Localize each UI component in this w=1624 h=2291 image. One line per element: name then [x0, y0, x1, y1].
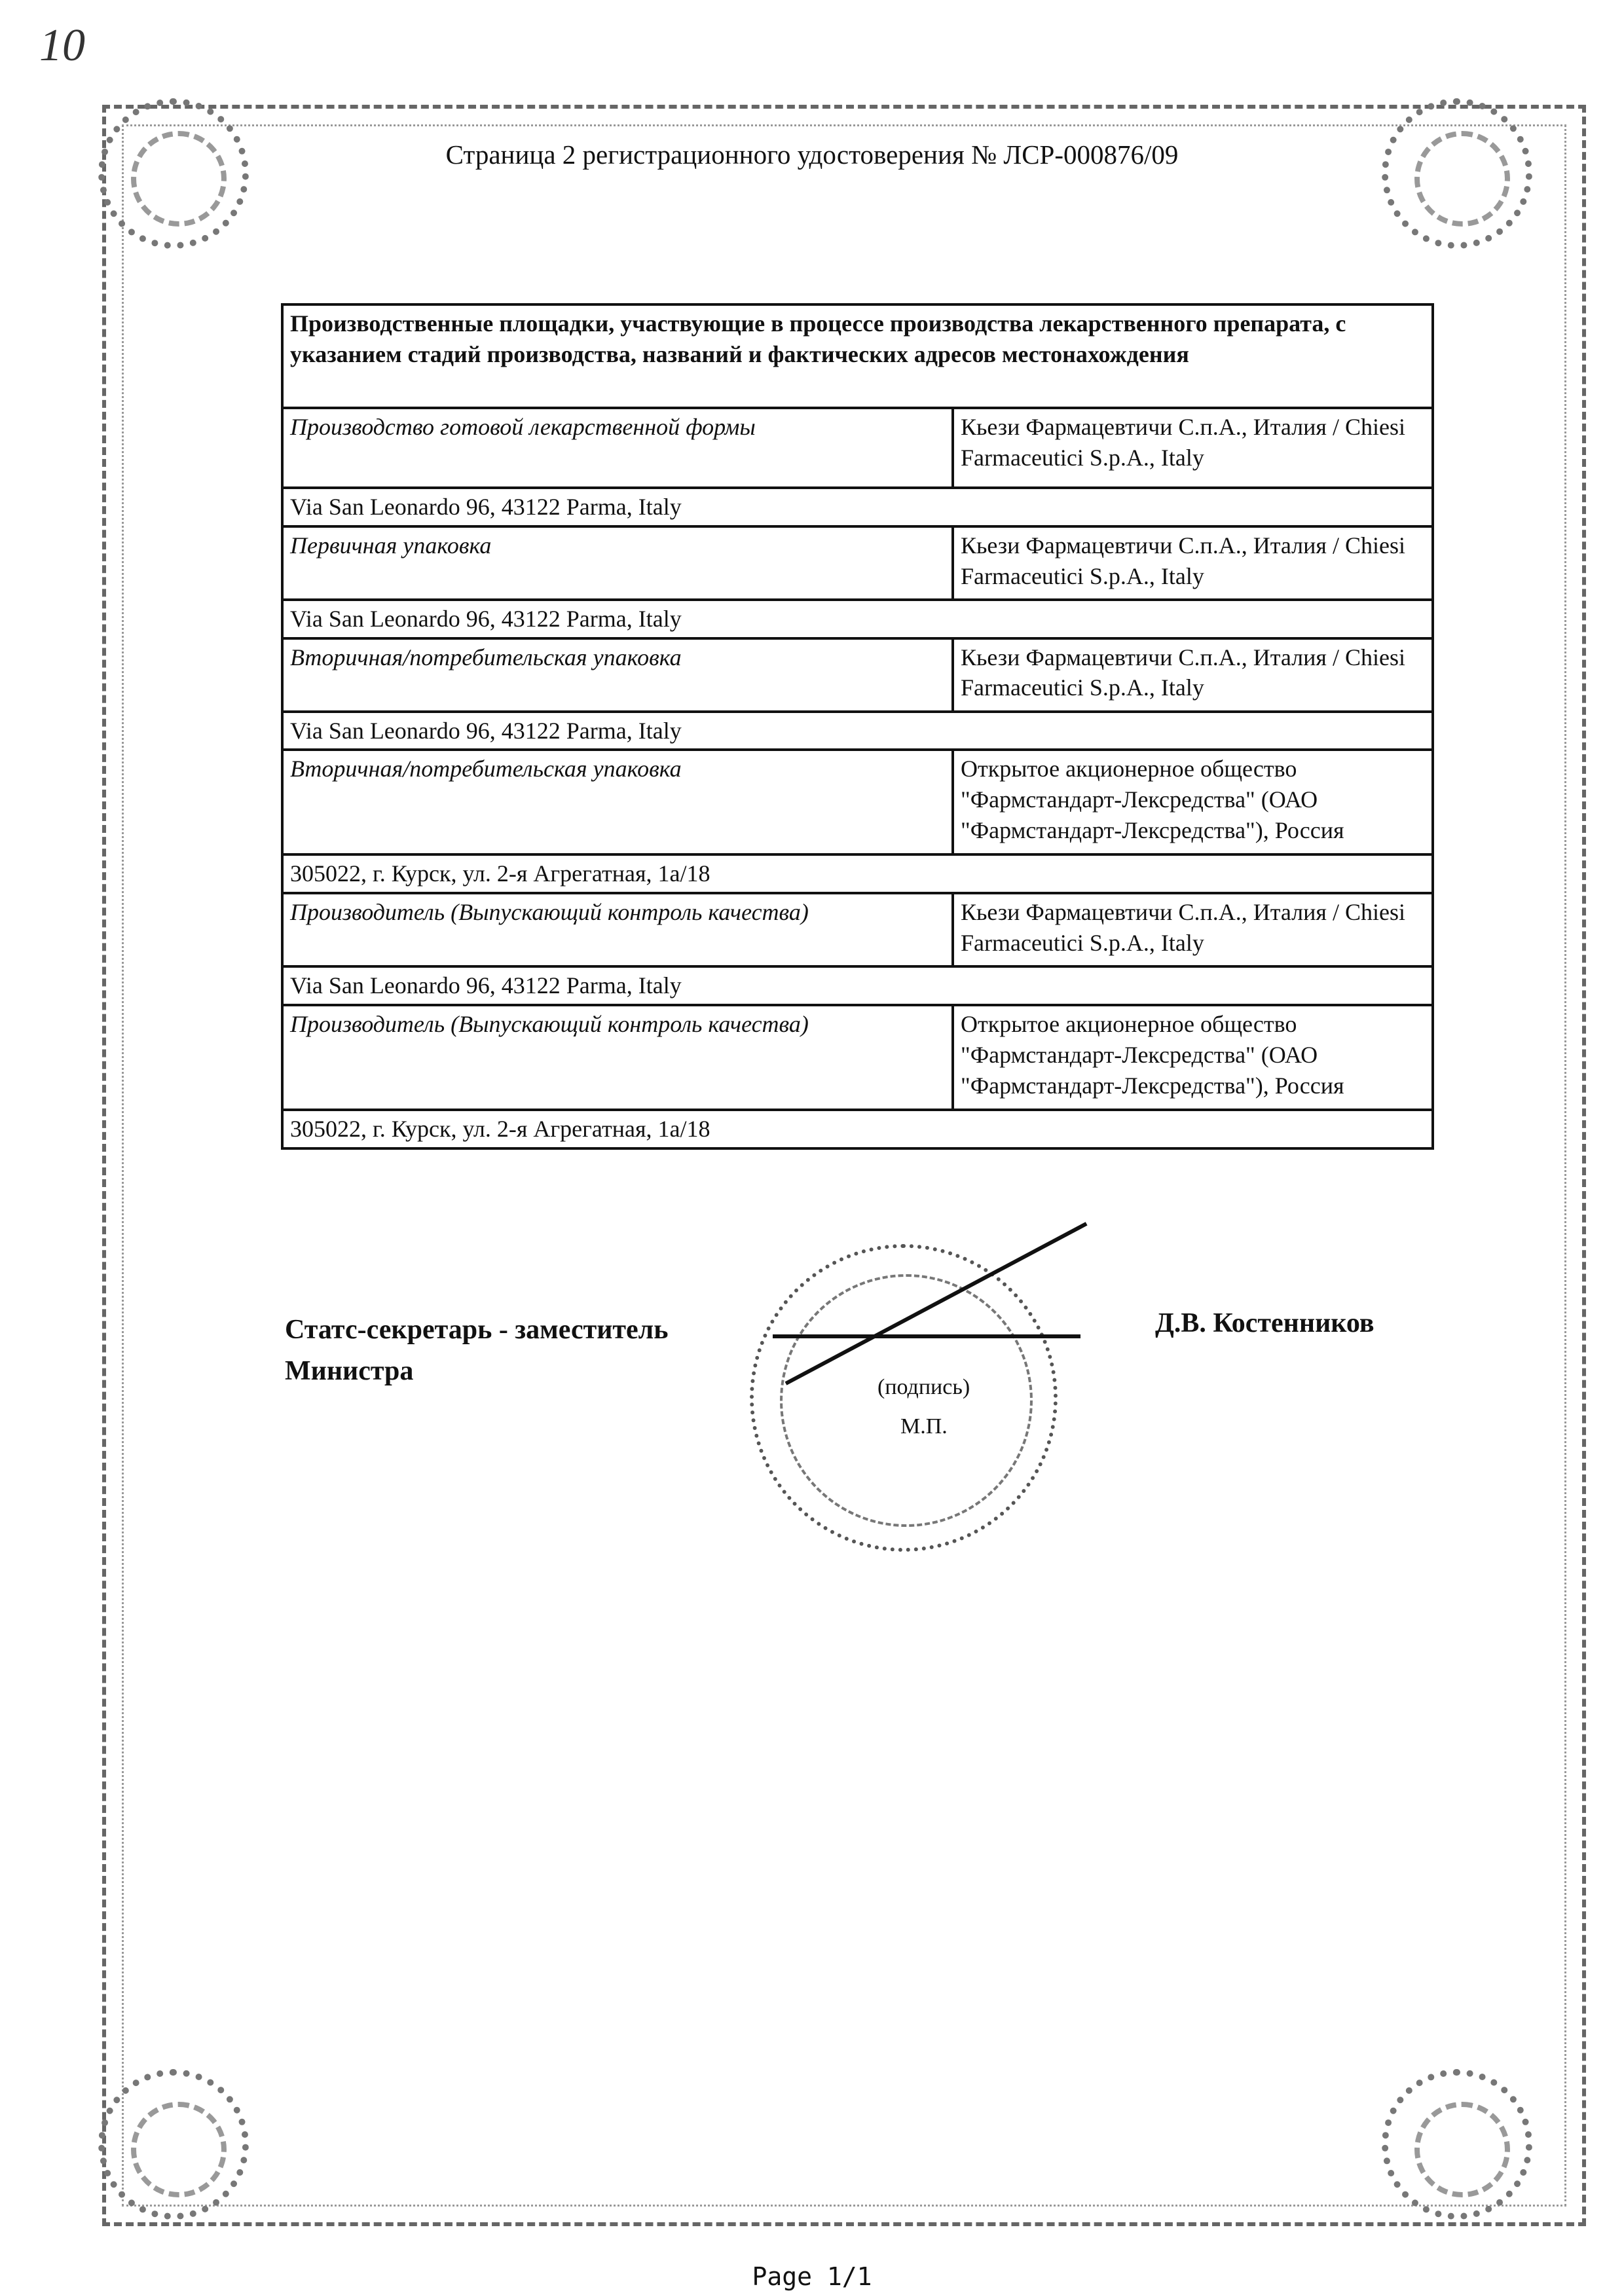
table-row [282, 526, 1433, 600]
manufacturing-sites-table [281, 303, 1434, 1150]
corner-rosette-icon [1382, 2069, 1532, 2220]
stamp-label: М.П. [900, 1414, 948, 1439]
signatory-name: Д.В. Костенников [1155, 1308, 1375, 1338]
company-cell: Кьези Фармацевтичи С.п.А., Италия / Chiesi Farmaceutici S.p.A., Italy [953, 893, 1433, 966]
stage-cell: Вторичная/потребительская упаковка [282, 750, 953, 854]
signature-label: (подпись) [877, 1375, 970, 1399]
table-row [282, 408, 1433, 488]
address-cell: Via San Leonardo 96, 43122 Parma, Italy [282, 712, 1433, 750]
table-header: Производственные площадки, участвующие в процессе производства лекарственного препарата, с указанием стадий производства, названий и фактических адресов местонахождения [282, 304, 1433, 408]
corner-rosette-icon [1382, 98, 1532, 249]
signature-stroke [773, 1334, 1080, 1338]
company-cell: Открытое акционерное общество "Фармстандарт-Лексредства" (ОАО "Фармстандарт-Лексредства"), Россия [953, 750, 1433, 854]
stage-cell: Вторичная/потребительская упаковка [282, 638, 953, 712]
corner-rosette-icon [98, 2069, 249, 2220]
address-cell: Via San Leonardo 96, 43122 Parma, Italy [282, 600, 1433, 638]
table-row [282, 893, 1433, 966]
signatory-position [285, 1310, 668, 1392]
stage-cell: Производитель (Выпускающий контроль качества) [282, 893, 953, 966]
page-footer: Page 1/1 [752, 2262, 872, 2291]
address-cell: 305022, г. Курск, ул. 2-я Агрегатная, 1а/18 [282, 854, 1433, 893]
address-cell: Via San Leonardo 96, 43122 Parma, Italy [282, 488, 1433, 526]
company-cell: Кьези Фармацевтичи С.п.А., Италия / Chiesi Farmaceutici S.p.A., Italy [953, 526, 1433, 600]
stage-cell: Первичная упаковка [282, 526, 953, 600]
stage-cell: Производство готовой лекарственной формы [282, 408, 953, 488]
table-row [282, 750, 1433, 854]
position-line-1: Статс-секретарь - заместитель [285, 1315, 669, 1345]
company-cell: Кьези Фармацевтичи С.п.А., Италия / Chiesi Farmaceutici S.p.A., Italy [953, 638, 1433, 712]
handwritten-page-number: 10 [39, 20, 85, 71]
position-line-2: Министра [285, 1356, 414, 1386]
stage-cell: Производитель (Выпускающий контроль качества) [282, 1005, 953, 1110]
address-cell: 305022, г. Курск, ул. 2-я Агрегатная, 1а/18 [282, 1110, 1433, 1148]
page-title: Страница 2 регистрационного удостоверения № ЛСР-000876/09 [445, 139, 1179, 170]
table-row [282, 1005, 1433, 1110]
table-row [282, 638, 1433, 712]
address-cell: Via San Leonardo 96, 43122 Parma, Italy [282, 966, 1433, 1005]
company-cell: Кьези Фармацевтичи С.п.А., Италия / Chiesi Farmaceutici S.p.A., Italy [953, 408, 1433, 488]
corner-rosette-icon [98, 98, 249, 249]
company-cell: Открытое акционерное общество "Фармстандарт-Лексредства" (ОАО "Фармстандарт-Лексредства"), Россия [953, 1005, 1433, 1110]
